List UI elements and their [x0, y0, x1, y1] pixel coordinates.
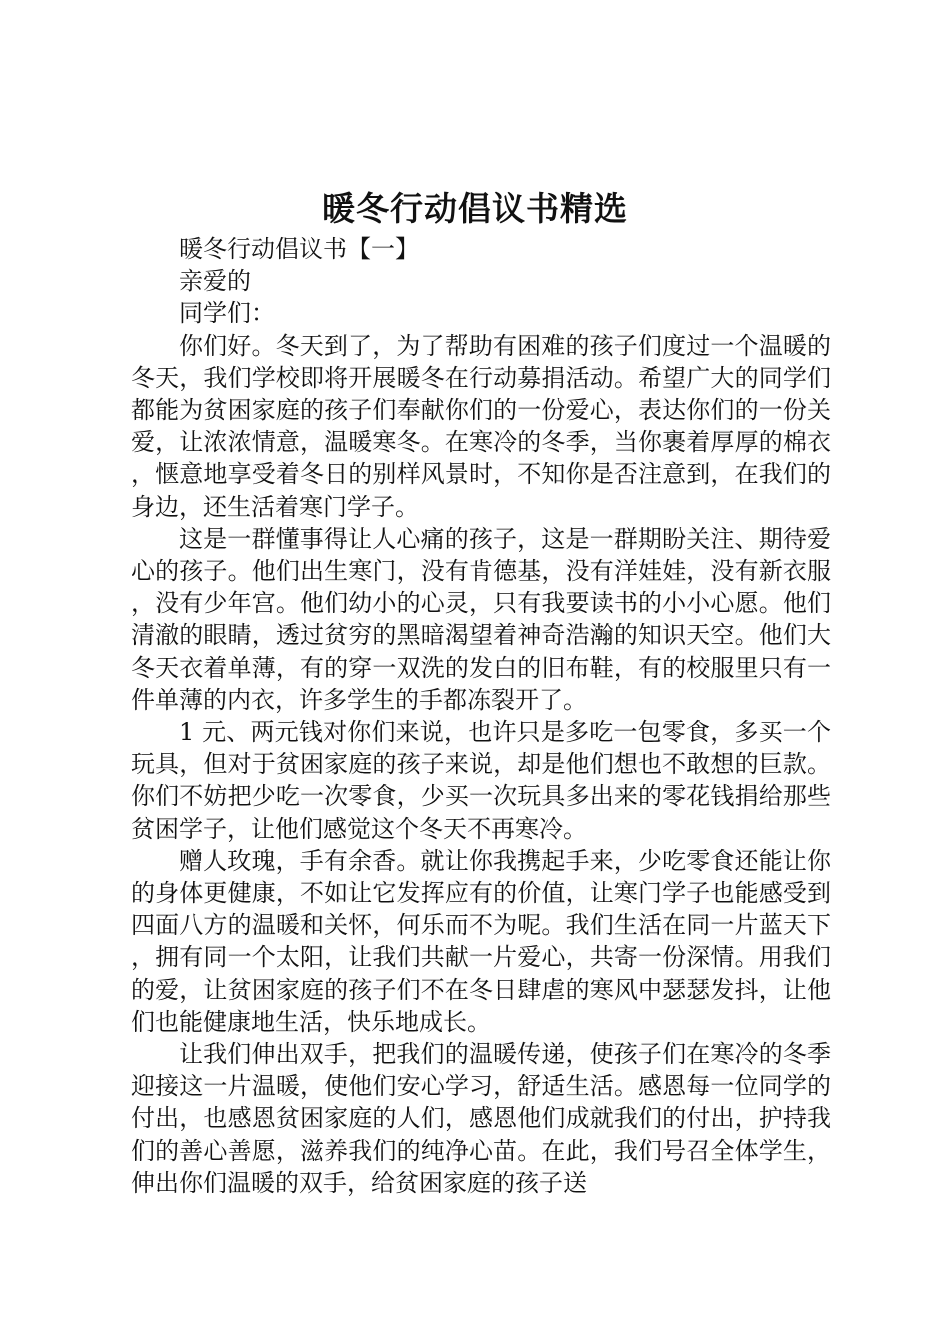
paragraph-4: 赠人玫瑰，手有余香。就让你我携起手来，少吃零食还能让你的身体更健康，不如让它发挥应有的价值，让寒门学子也能感受到四面八方的温暖和关怀，何乐而不为呢。我们生活在同一片蓝天下，拥有同一个太阳，让我们共献一片爱心，共寄一份深情。用我们的爱，让贫困家庭的孩子们不在冬日肆虐的寒风中瑟瑟发抖，让他们也能健康地生活，快乐地成长。: [131, 846, 831, 1036]
paragraph-3: 1 元、两元钱对你们来说，也许只是多吃一包零食，多买一个玩具，但对于贫困家庭的孩子来说，却是他们想也不敢想的巨款。你们不妨把少吃一次零食，少买一次玩具多出来的零花钱捐给那些贫困学子，让他们感觉这个冬天不再寒冷。: [131, 718, 831, 843]
document-title: 暖冬行动倡议书精选: [322, 189, 628, 228]
document-body: [131, 233, 831, 1199]
paragraph-2: 这是一群懂事得让人心痛的孩子，这是一群期盼关注、期待爱心的孩子。他们出生寒门，没有肯德基，没有洋娃娃，没有新衣服，没有少年宫。他们幼小的心灵，只有我要读书的小小心愿。他们清澈的眼睛，透过贫穷的黑暗渴望着神奇浩瀚的知识天空。他们大冬天衣着单薄，有的穿一双洗的发白的旧布鞋，有的校服里只有一件单薄的内衣，许多学生的手都冻裂开了。: [131, 524, 831, 714]
salutation-line-2: 同学们：: [179, 299, 275, 328]
paragraph-1: 你们好。冬天到了，为了帮助有困难的孩子们度过一个温暖的冬天，我们学校即将开展暖冬在行动募捐活动。希望广大的同学们都能为贫困家庭的孩子们奉献你们的一份爱心，表达你们的一份关爱，让浓浓情意，温暖寒冬。在寒冷的冬季，当你裹着厚厚的棉衣，惬意地享受着冬日的别样风景时，不知你是否注意到，在我们的身边，还生活着寒门学子。: [131, 331, 831, 521]
section-heading: 暖冬行动倡议书【一】: [179, 235, 419, 263]
paragraph-5: 让我们伸出双手，把我们的温暖传递，使孩子们在寒冷的冬季迎接这一片温暖，使他们安心学习，舒适生活。感恩每一位同学的付出，也感恩贫困家庭的人们，感恩他们成就我们的付出，护持我们的善心善愿，滋养我们的纯净心苗。在此，我们号召全体学生，伸出你们温暖的双手，给贫困家庭的孩子送: [131, 1040, 831, 1197]
salutation-line-1: 亲爱的: [179, 267, 251, 296]
